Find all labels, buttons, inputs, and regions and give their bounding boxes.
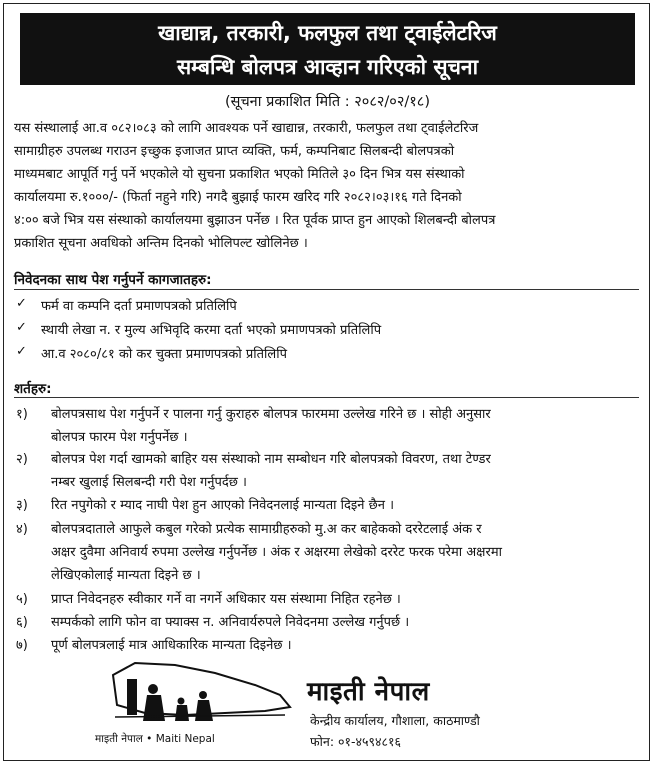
- title-band: [20, 13, 635, 85]
- term-text: प्राप्त निवेदनहरु स्वीकार गर्ने वा नगर्ने अधिकार यस संस्थामा निहित रहनेछ ।: [51, 592, 401, 607]
- intro-line: यस संस्थालाई आ.व ०८२।०८३ को लागि आवश्यक पर्ने खाद्यान्न, तरकारी, फलफुल तथा ट्वाईलेटरिज: [14, 121, 479, 136]
- term-text: लेखिएकोलाई मान्यता दिइने छ ।: [51, 568, 201, 583]
- term-text: बोलपत्रसाथ पेश गर्नुपर्ने र पालना गर्नु कुराहरु बोलपत्र फारममा उल्लेख गरिने छ । सोही अनुसार: [51, 407, 491, 422]
- term-text: बोलपत्रदाताले आफुले कबुल गरेको प्रत्येक सामाग्रीहरुको मु.अ कर बाहेकको दररेटलाई अंक र: [51, 522, 482, 537]
- term-number: ३): [16, 498, 28, 513]
- intro-line: कार्यालयमा रु.१०००/- (फिर्ता नहुने गरि) नगदै बुझाई फारम खरिद गरि २०८२।०३।१६ गते दिनको: [14, 190, 462, 205]
- organization-phone: फोन: ०१-४५९४८१६: [310, 734, 402, 749]
- intro-line: प्रकाशित सूचना अवधिको अन्तिम दिनको भोलिपल्ट खोलिनेछ ।: [14, 236, 308, 251]
- organization-address: केन्द्रीय कार्यालय, गौशाला, काठमाण्डौ: [310, 713, 480, 728]
- terms-heading: शर्तहरु:: [14, 381, 52, 397]
- term-text: अक्षर दुवैमा अनिवार्य रुपमा उल्लेख गर्नुपर्नेछ । अंक र अक्षरमा लेखेको दररेट फरक परेमा अक्षरमा: [51, 545, 502, 560]
- publication-date: (सूचना प्रकाशित मिति : २०८२/०२/१८): [224, 94, 430, 110]
- intro-line: माध्यमबाट आपूर्ति गर्नु पर्ने भएकोले यो सुचना प्रकाशित भएको मितिले ३० दिन भित्र यस संस्थाको: [14, 167, 465, 182]
- document-item-text: स्थायी लेखा न. र मुल्य अभिवृदि करमा दर्ता भएको प्रमाणपत्रको प्रतिलिपि: [41, 323, 382, 338]
- intro-line: सामाग्रीहरु उपलब्ध गराउन इच्छुक इजाजत प्राप्त व्यक्ति, फर्म, कम्पनिबाट सिलबन्दी बोलपत्रको: [14, 144, 455, 159]
- document-item-text: फर्म वा कम्पनि दर्ता प्रमाणपत्रको प्रतिलिपि: [41, 299, 237, 314]
- checkmark-icon: ✓: [16, 296, 27, 311]
- checkmark-icon: ✓: [16, 344, 27, 359]
- organization-name: माइती नेपाल: [307, 677, 430, 707]
- documents-heading: निवेदनका साथ पेश गर्नुपर्ने कागजातहरु:: [14, 272, 212, 288]
- term-number: ७): [16, 638, 28, 653]
- term-number: २): [16, 452, 28, 467]
- term-text: नम्बर खुलाई सिलबन्दी गरी पेश गर्नुपर्दछ ।: [51, 475, 247, 490]
- notice-title-line-2: सम्बन्धि बोलपत्र आव्हान गरिएको सूचना: [176, 55, 479, 79]
- section-divider: [14, 289, 639, 290]
- term-number: ५): [16, 592, 28, 607]
- term-text: पूर्ण बोलपत्रलाई मात्र आधिकारिक मान्यता दिइनेछ ।: [51, 638, 292, 653]
- term-number: १): [16, 407, 28, 422]
- term-text: रित नपुगेको र म्याद नाघी पेश हुन आएको निवेदनलाई मान्यता दिइने छैन ।: [51, 498, 395, 513]
- intro-line: ४:०० बजे भित्र यस संस्थाको कार्यालयमा बुझाउन पर्नेछ । रित पूर्वक प्राप्त हुन आएको शिलबन्दी बोलपत्र: [14, 213, 496, 228]
- term-text: बोलपत्र फारम पेश गर्नुपर्नेछ ।: [51, 430, 188, 445]
- logo-caption: माइती नेपाल • Maiti Nepal: [95, 733, 215, 745]
- term-text: बोलपत्र पेश गर्दा खामको बाहिर यस संस्थाको नाम सम्बोधन गरि बोलपत्रको विवरण, तथा टेण्डर: [51, 452, 491, 467]
- term-number: ४): [16, 522, 28, 537]
- term-number: ६): [16, 615, 28, 630]
- notice-title-line-1: खाद्यान्न, तरकारी, फलफुल तथा ट्वाईलेटरिज: [158, 21, 497, 45]
- section-divider: [14, 397, 639, 398]
- checkmark-icon: ✓: [16, 320, 27, 335]
- document-item-text: आ.व २०८०/८१ को कर चुक्ता प्रमाणपत्रको प्रतिलिपि: [41, 347, 287, 362]
- term-text: सम्पर्कको लागि फोन वा फ्याक्स न. अनिवार्यरुपले निवेदनमा उल्लेख गर्नुपर्छ ।: [51, 615, 410, 630]
